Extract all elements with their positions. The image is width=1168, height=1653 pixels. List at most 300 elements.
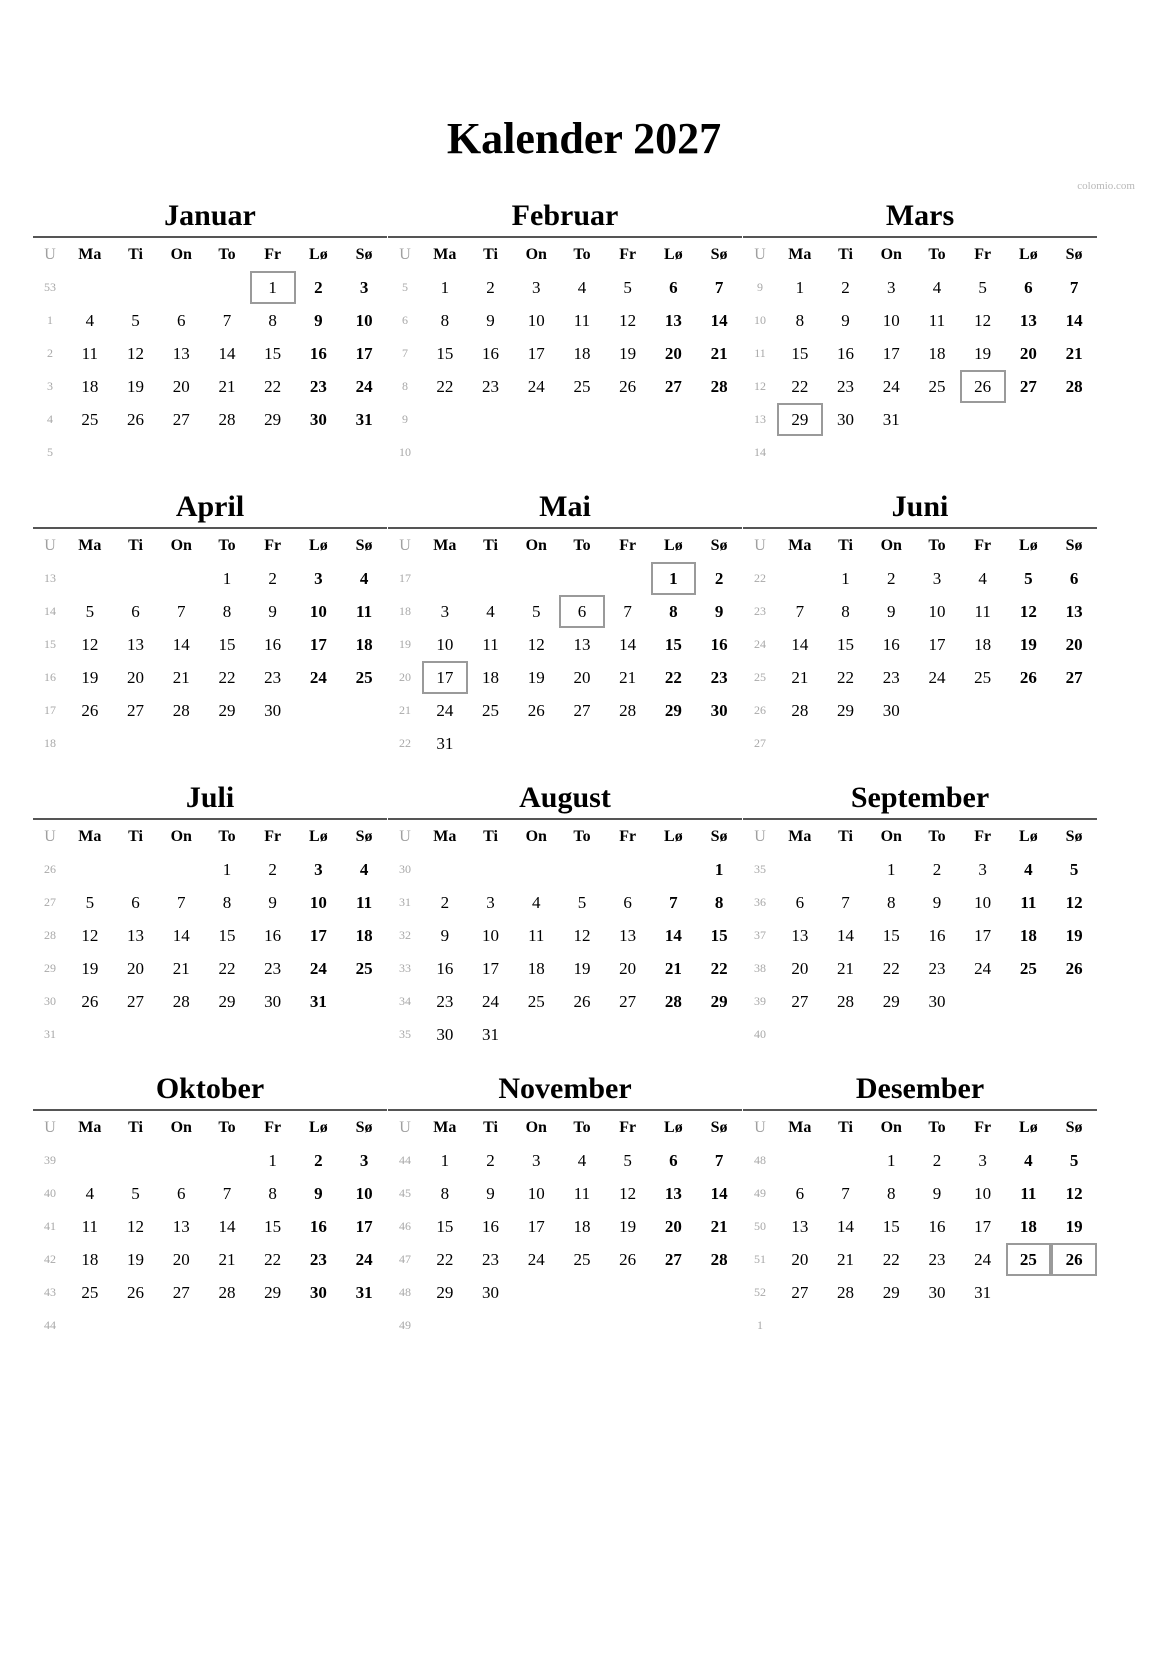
day-cell: 28 bbox=[710, 377, 728, 396]
weekday-header: On bbox=[525, 828, 547, 845]
month-oktober bbox=[33, 1069, 387, 1342]
weekday-header: Lø bbox=[309, 828, 328, 845]
week-number: 15 bbox=[44, 637, 56, 651]
week-number: 1 bbox=[757, 1318, 763, 1332]
weekday-header: Ti bbox=[128, 828, 143, 845]
day-cell: 28 bbox=[619, 701, 637, 720]
day-cell: 6 bbox=[669, 1151, 678, 1170]
empty-cell bbox=[960, 694, 1006, 727]
day-cell: 5 bbox=[623, 278, 632, 297]
empty-cell bbox=[777, 562, 823, 595]
day-cell: 18 bbox=[527, 959, 545, 978]
week-number: 4 bbox=[47, 412, 53, 426]
empty-cell bbox=[605, 1276, 651, 1309]
day-cell: 6 bbox=[795, 893, 805, 912]
day-cell: 26 bbox=[81, 992, 99, 1011]
week-number: 53 bbox=[44, 280, 56, 294]
day-cell: 28 bbox=[1065, 377, 1083, 396]
day-cell: 9 bbox=[268, 602, 277, 621]
day-cell: 30 bbox=[309, 1283, 327, 1302]
day-cell: 28 bbox=[837, 992, 855, 1011]
empty-cell bbox=[651, 436, 697, 469]
empty-cell bbox=[67, 853, 113, 886]
day-cell: 11 bbox=[974, 602, 991, 621]
empty-cell bbox=[605, 853, 651, 886]
month-juni bbox=[743, 487, 1097, 760]
empty-cell bbox=[559, 436, 605, 469]
day-cell: 16 bbox=[482, 344, 500, 363]
day-cell: 26 bbox=[619, 1250, 637, 1269]
day-cell: 15 bbox=[710, 926, 728, 945]
month-name: Mai bbox=[539, 490, 591, 523]
empty-cell bbox=[1006, 403, 1052, 436]
day-cell: 10 bbox=[974, 1184, 992, 1203]
day-cell: 20 bbox=[127, 668, 145, 687]
day-cell: 31 bbox=[882, 410, 900, 429]
day-cell: 10 bbox=[974, 893, 992, 912]
weekday-header: Lø bbox=[1019, 246, 1038, 263]
week-number-header: U bbox=[754, 828, 766, 845]
month-april bbox=[33, 487, 387, 760]
empty-cell bbox=[960, 436, 1006, 469]
day-cell: 2 bbox=[486, 1151, 495, 1170]
weekday-header: Sø bbox=[710, 828, 728, 845]
weekday-header: Ti bbox=[483, 537, 498, 554]
empty-cell bbox=[468, 853, 514, 886]
month-desember bbox=[743, 1069, 1097, 1342]
day-cell: 21 bbox=[837, 959, 855, 978]
day-cell: 17 bbox=[527, 344, 545, 363]
day-cell: 18 bbox=[573, 1217, 591, 1236]
day-cell: 26 bbox=[1019, 668, 1037, 687]
day-cell: 18 bbox=[81, 377, 99, 396]
day-cell: 16 bbox=[482, 1217, 500, 1236]
day-cell: 3 bbox=[314, 860, 323, 879]
empty-cell bbox=[696, 403, 742, 436]
day-cell: 19 bbox=[1065, 1217, 1083, 1236]
weekday-header: Fr bbox=[974, 1119, 992, 1136]
day-cell: 4 bbox=[359, 860, 369, 879]
weekday-header: Fr bbox=[264, 828, 282, 845]
empty-cell bbox=[559, 403, 605, 436]
week-number: 48 bbox=[754, 1153, 766, 1167]
day-cell: 8 bbox=[222, 602, 232, 621]
day-cell: 26 bbox=[619, 377, 637, 396]
weekday-header: On bbox=[880, 828, 902, 845]
week-number: 48 bbox=[399, 1285, 411, 1299]
day-cell: 19 bbox=[127, 377, 145, 396]
month-september bbox=[743, 778, 1097, 1051]
month-days-grid bbox=[388, 238, 742, 469]
day-cell: 24 bbox=[928, 668, 946, 687]
weekday-header: To bbox=[218, 828, 236, 845]
day-cell: 14 bbox=[837, 926, 855, 945]
day-cell: 9 bbox=[841, 311, 850, 330]
empty-cell bbox=[868, 727, 914, 760]
day-cell: 15 bbox=[664, 635, 682, 654]
day-cell: 18 bbox=[482, 668, 500, 687]
day-cell: 10 bbox=[309, 893, 327, 912]
day-cell: 27 bbox=[664, 1250, 682, 1269]
day-cell: 9 bbox=[932, 1184, 942, 1203]
week-number: 45 bbox=[399, 1186, 411, 1200]
day-cell: 8 bbox=[268, 1184, 277, 1203]
day-cell: 13 bbox=[791, 926, 809, 945]
weekday-header: On bbox=[525, 537, 547, 554]
day-cell: 11 bbox=[928, 311, 946, 330]
empty-cell bbox=[113, 271, 159, 304]
day-cell: 27 bbox=[664, 377, 682, 396]
weekday-header: Fr bbox=[264, 1119, 282, 1136]
day-cell: 19 bbox=[1019, 635, 1037, 654]
day-cell: 17 bbox=[482, 959, 500, 978]
day-cell: 6 bbox=[177, 311, 186, 330]
month-name: September bbox=[850, 781, 990, 814]
empty-cell bbox=[914, 1309, 960, 1342]
weekday-header: To bbox=[928, 1119, 946, 1136]
day-cell: 28 bbox=[218, 1283, 236, 1302]
day-cell: 7 bbox=[623, 602, 632, 621]
day-cell: 14 bbox=[710, 311, 728, 330]
day-cell: 21 bbox=[172, 959, 190, 978]
month-days-grid bbox=[388, 820, 742, 1051]
month-name: November bbox=[498, 1072, 632, 1105]
empty-cell bbox=[777, 436, 823, 469]
day-cell: 24 bbox=[527, 377, 545, 396]
day-cell: 20 bbox=[664, 1217, 682, 1236]
day-cell: 1 bbox=[268, 1151, 277, 1170]
day-cell: 21 bbox=[218, 377, 236, 396]
empty-cell bbox=[777, 727, 823, 760]
day-cell: 4 bbox=[359, 569, 369, 588]
empty-cell bbox=[250, 436, 296, 469]
week-number: 46 bbox=[399, 1219, 411, 1233]
day-cell: 12 bbox=[974, 311, 992, 330]
empty-cell bbox=[250, 1309, 296, 1342]
month-days-grid bbox=[33, 1111, 387, 1342]
day-cell: 25 bbox=[81, 1283, 99, 1302]
empty-cell bbox=[67, 562, 113, 595]
day-cell: 24 bbox=[436, 701, 454, 720]
week-number: 38 bbox=[754, 961, 766, 975]
day-cell: 23 bbox=[882, 668, 900, 687]
week-number-header: U bbox=[44, 246, 56, 263]
day-cell: 17 bbox=[527, 1217, 545, 1236]
month-days-grid bbox=[743, 529, 1097, 760]
day-cell: 30 bbox=[710, 701, 728, 720]
week-number: 18 bbox=[399, 604, 411, 618]
day-cell: 13 bbox=[127, 926, 145, 945]
day-cell: 26 bbox=[1065, 959, 1083, 978]
weekday-header: To bbox=[928, 537, 946, 554]
day-cell: 23 bbox=[482, 377, 500, 396]
day-cell: 3 bbox=[440, 602, 450, 621]
empty-cell bbox=[823, 853, 869, 886]
weekday-header: Ti bbox=[128, 1119, 143, 1136]
empty-cell bbox=[296, 727, 342, 760]
weekday-header: Ti bbox=[838, 1119, 853, 1136]
week-number: 41 bbox=[44, 1219, 56, 1233]
week-number-header: U bbox=[44, 828, 56, 845]
day-cell: 21 bbox=[664, 959, 682, 978]
weekday-header: Ti bbox=[483, 1119, 498, 1136]
empty-cell bbox=[559, 562, 605, 595]
empty-cell bbox=[777, 1309, 823, 1342]
weekday-header: On bbox=[880, 1119, 902, 1136]
week-number: 37 bbox=[754, 928, 766, 942]
day-cell: 23 bbox=[928, 959, 946, 978]
day-cell: 27 bbox=[619, 992, 637, 1011]
week-number-header: U bbox=[754, 1119, 766, 1136]
week-number: 12 bbox=[754, 379, 766, 393]
day-cell: 2 bbox=[932, 1151, 942, 1170]
week-number: 13 bbox=[44, 571, 56, 585]
day-cell: 29 bbox=[218, 992, 236, 1011]
day-cell: 15 bbox=[264, 1217, 282, 1236]
day-cell: 10 bbox=[309, 602, 327, 621]
day-cell: 7 bbox=[841, 893, 850, 912]
day-cell: 10 bbox=[527, 311, 545, 330]
empty-cell bbox=[67, 727, 113, 760]
day-cell: 6 bbox=[131, 602, 140, 621]
day-cell: 22 bbox=[882, 1250, 900, 1269]
empty-cell bbox=[113, 727, 159, 760]
week-number: 19 bbox=[399, 637, 411, 651]
weekday-header: To bbox=[573, 828, 591, 845]
empty-cell bbox=[468, 436, 514, 469]
empty-cell bbox=[651, 1018, 697, 1051]
week-number: 13 bbox=[754, 412, 766, 426]
day-cell: 8 bbox=[795, 311, 805, 330]
day-cell: 9 bbox=[314, 311, 323, 330]
empty-cell bbox=[651, 1309, 697, 1342]
weekday-header: Fr bbox=[619, 1119, 637, 1136]
day-cell: 29 bbox=[837, 701, 855, 720]
day-cell: 4 bbox=[577, 278, 587, 297]
day-cell: 12 bbox=[127, 1217, 145, 1236]
empty-cell bbox=[341, 1309, 387, 1342]
week-number: 40 bbox=[44, 1186, 56, 1200]
weekday-header: Ma bbox=[78, 246, 102, 263]
week-number: 1 bbox=[47, 313, 53, 327]
empty-cell bbox=[1051, 694, 1097, 727]
day-cell: 11 bbox=[81, 1217, 99, 1236]
day-cell: 14 bbox=[218, 1217, 236, 1236]
week-number: 21 bbox=[399, 703, 411, 717]
week-number: 35 bbox=[754, 862, 766, 876]
day-cell: 12 bbox=[573, 926, 591, 945]
day-cell: 11 bbox=[573, 311, 591, 330]
day-cell: 12 bbox=[81, 926, 99, 945]
day-cell: 27 bbox=[127, 992, 145, 1011]
empty-cell bbox=[513, 1018, 559, 1051]
empty-cell bbox=[1006, 436, 1052, 469]
empty-cell bbox=[513, 562, 559, 595]
day-cell: 11 bbox=[482, 635, 499, 654]
empty-cell bbox=[777, 1144, 823, 1177]
day-cell: 25 bbox=[355, 959, 373, 978]
week-number: 9 bbox=[757, 280, 763, 294]
empty-cell bbox=[513, 436, 559, 469]
day-cell: 15 bbox=[218, 926, 236, 945]
weekday-header: Ma bbox=[78, 537, 102, 554]
day-cell: 2 bbox=[932, 860, 942, 879]
empty-cell bbox=[960, 985, 1006, 1018]
day-cell: 24 bbox=[974, 1250, 992, 1269]
weekday-header: Lø bbox=[664, 828, 683, 845]
empty-cell bbox=[341, 1018, 387, 1051]
day-cell: 12 bbox=[619, 1184, 637, 1203]
empty-cell bbox=[513, 727, 559, 760]
week-number: 16 bbox=[44, 670, 56, 684]
empty-cell bbox=[960, 1018, 1006, 1051]
empty-cell bbox=[158, 1018, 204, 1051]
day-cell: 6 bbox=[1069, 569, 1079, 588]
day-cell: 6 bbox=[795, 1184, 805, 1203]
day-cell: 10 bbox=[355, 1184, 373, 1203]
day-cell: 22 bbox=[436, 1250, 454, 1269]
day-cell: 21 bbox=[710, 1217, 728, 1236]
week-number-header: U bbox=[399, 537, 411, 554]
weekday-header: Ma bbox=[433, 537, 457, 554]
month-name: Januar bbox=[164, 199, 256, 232]
day-cell: 25 bbox=[974, 668, 992, 687]
day-cell: 21 bbox=[791, 668, 809, 687]
day-cell: 3 bbox=[978, 1151, 987, 1170]
day-cell: 21 bbox=[710, 344, 728, 363]
day-cell: 9 bbox=[486, 311, 495, 330]
day-cell: 24 bbox=[355, 377, 373, 396]
empty-cell bbox=[113, 1144, 159, 1177]
week-number: 31 bbox=[44, 1027, 56, 1041]
day-cell: 11 bbox=[1020, 893, 1037, 912]
day-cell: 13 bbox=[172, 344, 190, 363]
day-cell: 5 bbox=[577, 893, 587, 912]
day-cell: 22 bbox=[710, 959, 728, 978]
day-cell: 12 bbox=[127, 344, 145, 363]
day-cell: 26 bbox=[960, 370, 1006, 403]
week-number: 52 bbox=[754, 1285, 766, 1299]
weekday-header: Fr bbox=[974, 246, 992, 263]
day-cell: 8 bbox=[222, 893, 232, 912]
day-cell: 17 bbox=[309, 926, 327, 945]
week-number: 44 bbox=[399, 1153, 411, 1167]
week-number: 28 bbox=[44, 928, 56, 942]
day-cell: 15 bbox=[436, 344, 454, 363]
weekday-header: Sø bbox=[710, 537, 728, 554]
day-cell: 29 bbox=[710, 992, 728, 1011]
empty-cell bbox=[67, 436, 113, 469]
weekday-header: Lø bbox=[1019, 828, 1038, 845]
day-cell: 19 bbox=[573, 959, 591, 978]
day-cell: 3 bbox=[932, 569, 942, 588]
empty-cell bbox=[914, 1018, 960, 1051]
day-cell: 20 bbox=[1019, 344, 1037, 363]
empty-cell bbox=[422, 403, 468, 436]
month-days-grid bbox=[33, 529, 387, 760]
day-cell: 23 bbox=[482, 1250, 500, 1269]
day-cell: 28 bbox=[791, 701, 809, 720]
day-cell: 13 bbox=[619, 926, 637, 945]
weekday-header: Fr bbox=[619, 246, 637, 263]
month-name: Juni bbox=[891, 490, 949, 523]
weekday-header: On bbox=[525, 246, 547, 263]
empty-cell bbox=[158, 1144, 204, 1177]
day-cell: 21 bbox=[1065, 344, 1083, 363]
month-mai bbox=[388, 487, 742, 760]
month-days-grid bbox=[743, 1111, 1097, 1342]
month-mars bbox=[743, 196, 1097, 469]
empty-cell bbox=[158, 853, 204, 886]
day-cell: 16 bbox=[928, 926, 946, 945]
day-cell: 19 bbox=[527, 668, 545, 687]
day-cell: 23 bbox=[264, 668, 282, 687]
weekday-header: Fr bbox=[974, 537, 992, 554]
day-cell: 7 bbox=[714, 278, 724, 297]
month-name: Mars bbox=[885, 199, 955, 232]
day-cell: 15 bbox=[436, 1217, 454, 1236]
month-days-grid bbox=[33, 820, 387, 1051]
day-cell: 1 bbox=[222, 569, 232, 588]
day-cell: 20 bbox=[127, 959, 145, 978]
weekday-header: To bbox=[218, 1119, 236, 1136]
day-cell: 13 bbox=[172, 1217, 190, 1236]
day-cell: 28 bbox=[218, 410, 236, 429]
day-cell: 10 bbox=[482, 926, 500, 945]
empty-cell bbox=[696, 1309, 742, 1342]
week-number: 27 bbox=[44, 895, 56, 909]
weekday-header: Lø bbox=[309, 1119, 328, 1136]
day-cell: 15 bbox=[218, 635, 236, 654]
day-cell: 13 bbox=[664, 311, 682, 330]
empty-cell bbox=[651, 1276, 697, 1309]
day-cell: 21 bbox=[619, 668, 637, 687]
empty-cell bbox=[1006, 1276, 1052, 1309]
day-cell: 9 bbox=[714, 602, 724, 621]
empty-cell bbox=[113, 1309, 159, 1342]
weekday-header: Ma bbox=[788, 246, 812, 263]
day-cell: 6 bbox=[623, 893, 632, 912]
weekday-header: Ma bbox=[78, 1119, 102, 1136]
day-cell: 19 bbox=[127, 1250, 145, 1269]
day-cell: 12 bbox=[619, 311, 637, 330]
day-cell: 5 bbox=[131, 1184, 140, 1203]
day-cell: 25 bbox=[928, 377, 946, 396]
day-cell: 12 bbox=[1019, 602, 1037, 621]
empty-cell bbox=[158, 562, 204, 595]
day-cell: 30 bbox=[264, 992, 282, 1011]
day-cell: 8 bbox=[714, 893, 724, 912]
day-cell: 24 bbox=[355, 1250, 373, 1269]
day-cell: 25 bbox=[1006, 1243, 1052, 1276]
day-cell: 14 bbox=[619, 635, 637, 654]
empty-cell bbox=[204, 271, 250, 304]
month-days-grid bbox=[33, 238, 387, 469]
day-cell: 31 bbox=[436, 734, 454, 753]
week-number: 24 bbox=[754, 637, 766, 651]
month-name: Desember bbox=[855, 1072, 985, 1105]
day-cell: 26 bbox=[527, 701, 545, 720]
weekday-header: Sø bbox=[1065, 1119, 1083, 1136]
empty-cell bbox=[823, 727, 869, 760]
empty-cell bbox=[1051, 1018, 1097, 1051]
month-name: Juli bbox=[185, 781, 235, 814]
week-number: 35 bbox=[399, 1027, 411, 1041]
day-cell: 14 bbox=[710, 1184, 728, 1203]
day-cell: 25 bbox=[573, 1250, 591, 1269]
empty-cell bbox=[559, 1018, 605, 1051]
day-cell: 30 bbox=[482, 1283, 500, 1302]
